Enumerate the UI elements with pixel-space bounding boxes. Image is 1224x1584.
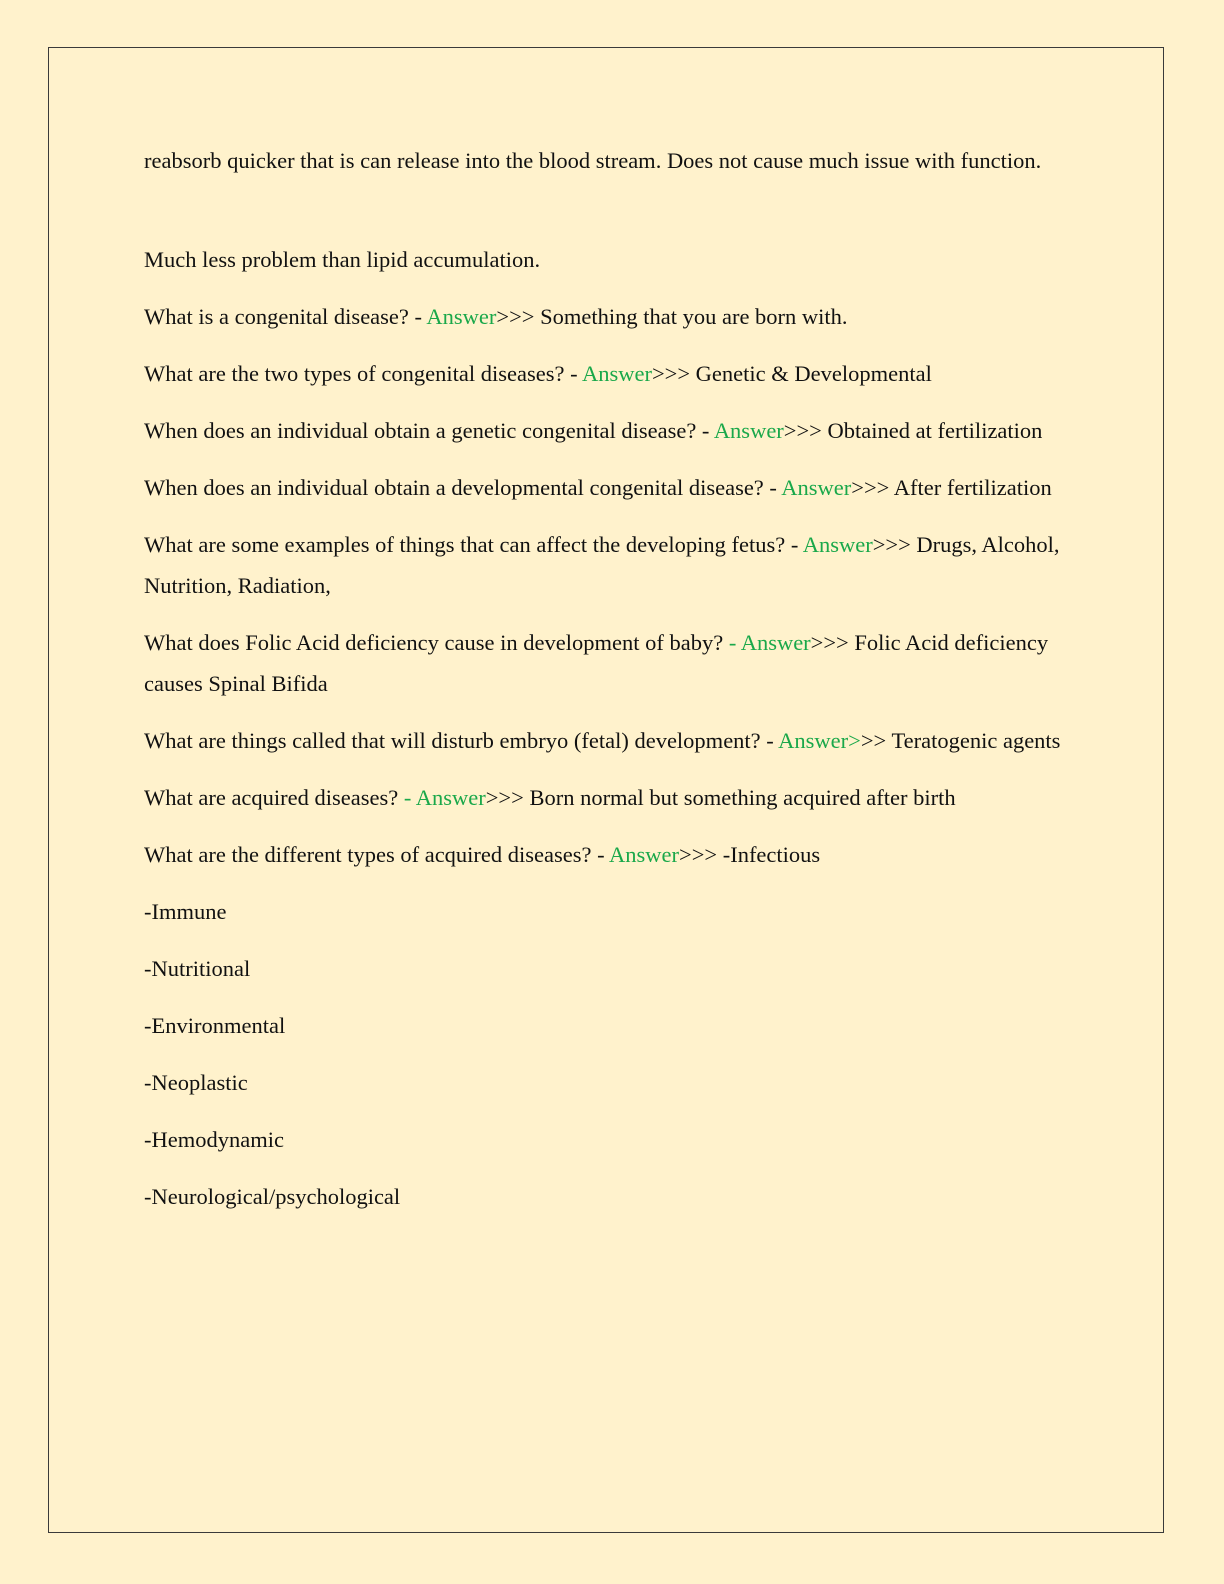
question-text: What are the two types of congenital diseases? - xyxy=(144,361,582,386)
qa-item xyxy=(144,410,1074,451)
answer-text: Obtained at fertilization xyxy=(827,418,1043,443)
note-paragraph: Much less problem than lipid accumulation. xyxy=(144,247,541,272)
list-item: -Immune xyxy=(144,899,227,924)
question-text: What are acquired diseases? xyxy=(144,785,404,810)
answer-label: - Answer xyxy=(728,630,811,655)
qa-item xyxy=(144,524,1074,606)
list-item: -Neurological/psychological xyxy=(144,1184,401,1209)
question-text: What are things called that will disturb embryo (fetal) development? - xyxy=(144,728,779,753)
question-text: What are the different types of acquired diseases? - xyxy=(144,842,610,867)
answer-label: Answer xyxy=(781,475,852,500)
answer-text: Born normal but something acquired after birth xyxy=(529,785,956,810)
qa-item xyxy=(144,353,1074,394)
continuation-paragraph: reabsorb quicker that is can release into the blood stream. Does not cause much issue with function. xyxy=(144,148,1042,173)
qa-item xyxy=(144,296,1074,337)
answer-text: Drugs, Alcohol, Nutrition, Radiation, xyxy=(144,532,1060,598)
answer-separator: >> xyxy=(860,728,892,753)
list-item: -Environmental xyxy=(144,1013,286,1038)
answer-label: Answer xyxy=(609,842,679,867)
answer-label: Answer xyxy=(713,418,784,443)
answer-text: Folic Acid deficiency causes Spinal Bifida xyxy=(144,630,1049,696)
qa-item xyxy=(144,467,1074,508)
list-item: -Neoplastic xyxy=(144,1070,248,1095)
answer-separator: >>> xyxy=(496,304,541,329)
qa-item xyxy=(144,720,1074,761)
qa-item xyxy=(144,834,1074,875)
answer-text: Genetic & Developmental xyxy=(695,361,932,386)
list-item: -Nutritional xyxy=(144,956,251,981)
document-body xyxy=(144,140,1074,1233)
answer-separator: >>> xyxy=(810,630,855,655)
qa-item xyxy=(144,622,1074,704)
question-text: What is a congenital disease? - xyxy=(144,304,427,329)
question-text: What are some examples of things that can affect the developing fetus? - xyxy=(144,532,803,557)
qa-item xyxy=(144,777,1074,818)
answer-separator: >>> xyxy=(872,532,917,557)
answer-separator: >>> xyxy=(679,842,723,867)
question-text: What does Folic Acid deficiency cause in development of baby? xyxy=(144,630,729,655)
question-text: When does an individual obtain a developmental congenital disease? - xyxy=(144,475,782,500)
answer-separator: >>> xyxy=(485,785,530,810)
answer-text: -Infectious xyxy=(722,842,821,867)
answer-separator: >>> xyxy=(651,361,696,386)
list-item: -Hemodynamic xyxy=(144,1127,284,1152)
answer-label: Answer xyxy=(426,304,497,329)
answer-text: Something that you are born with. xyxy=(540,304,848,329)
answer-separator: >>> xyxy=(851,475,894,500)
answer-label: Answer> xyxy=(778,728,861,753)
answer-label: Answer xyxy=(581,361,652,386)
answer-separator: >>> xyxy=(783,418,828,443)
question-text: When does an individual obtain a genetic congenital disease? - xyxy=(144,418,714,443)
answer-text: After fertilization xyxy=(893,475,1052,500)
answer-label: Answer xyxy=(802,532,873,557)
answer-text: Teratogenic agents xyxy=(891,728,1061,753)
answer-label: - Answer xyxy=(403,785,486,810)
